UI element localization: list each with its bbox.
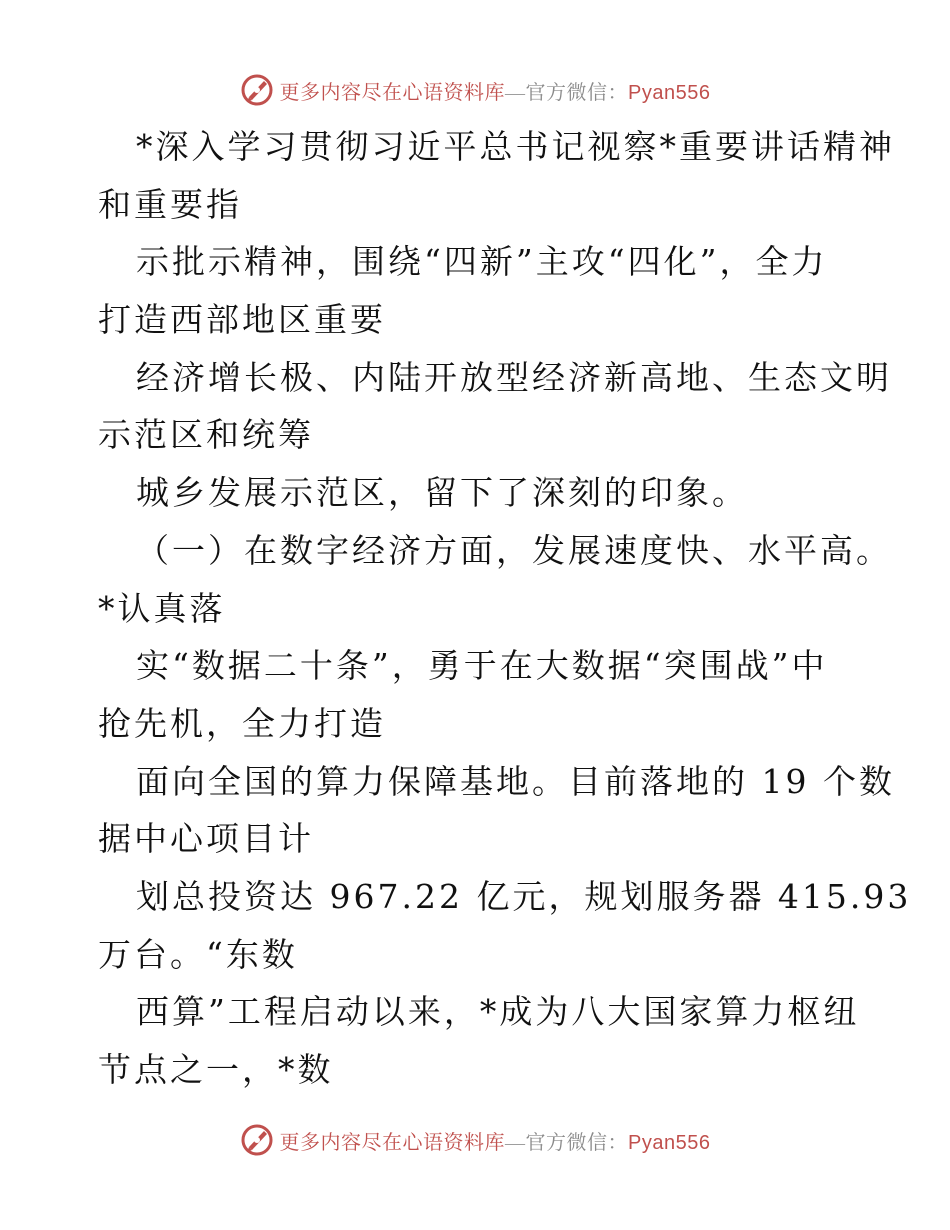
text-line: 万台。“东数: [98, 934, 298, 974]
text-line: （一）在数字经济方面，发展速度快、水平高。: [136, 530, 892, 570]
text-line: *深入学习贯彻习近平总书记视察*重要讲话精神: [136, 127, 895, 166]
text-line: 实“数据二十条”，勇于在大数据“突围战”中: [136, 646, 828, 686]
text-line: 经济增长极、内陆开放型经济新高地、生态文明: [136, 357, 892, 397]
watermark-label: 官方微信：: [525, 81, 629, 104]
watermark-account: Pyan556: [628, 1131, 711, 1154]
text-line: 示范区和统筹: [98, 415, 314, 455]
pen-logo-icon: [240, 73, 274, 107]
text-line: 城乡发展示范区，留下了深刻的印象。: [136, 473, 748, 513]
watermark-dash: —: [505, 1131, 526, 1154]
watermark-text: 更多内容尽在心语资料库: [279, 81, 506, 104]
text-line: 抢先机，全力打造: [98, 703, 386, 743]
watermark-account: Pyan556: [628, 81, 711, 104]
text-line: 据中心项目计: [98, 819, 314, 859]
text-line: 打造西部地区重要: [98, 300, 386, 340]
watermark-text: 更多内容尽在心语资料库: [279, 1131, 506, 1154]
footer-watermark: [0, 1120, 950, 1160]
header-watermark: [0, 70, 950, 110]
watermark-dash: —: [505, 81, 526, 104]
pen-logo-icon: [240, 1123, 274, 1157]
text-line: 划总投资达 967.22 亿元，规划服务器 415.93: [136, 876, 912, 916]
text-line: 节点之一，*数: [98, 1050, 334, 1089]
text-line: 面向全国的算力保障基地。目前落地的 19 个数: [136, 761, 895, 801]
text-line: 和重要指: [98, 184, 242, 224]
text-line: *认真落: [98, 588, 226, 628]
document-body: [98, 118, 912, 1099]
watermark-label: 官方微信：: [525, 1131, 629, 1154]
text-line: 示批示精神，围绕“四新”主攻“四化”，全力: [136, 242, 828, 282]
text-line: 西算”工程启动以来，*成为八大国家算力枢纽: [136, 992, 860, 1032]
